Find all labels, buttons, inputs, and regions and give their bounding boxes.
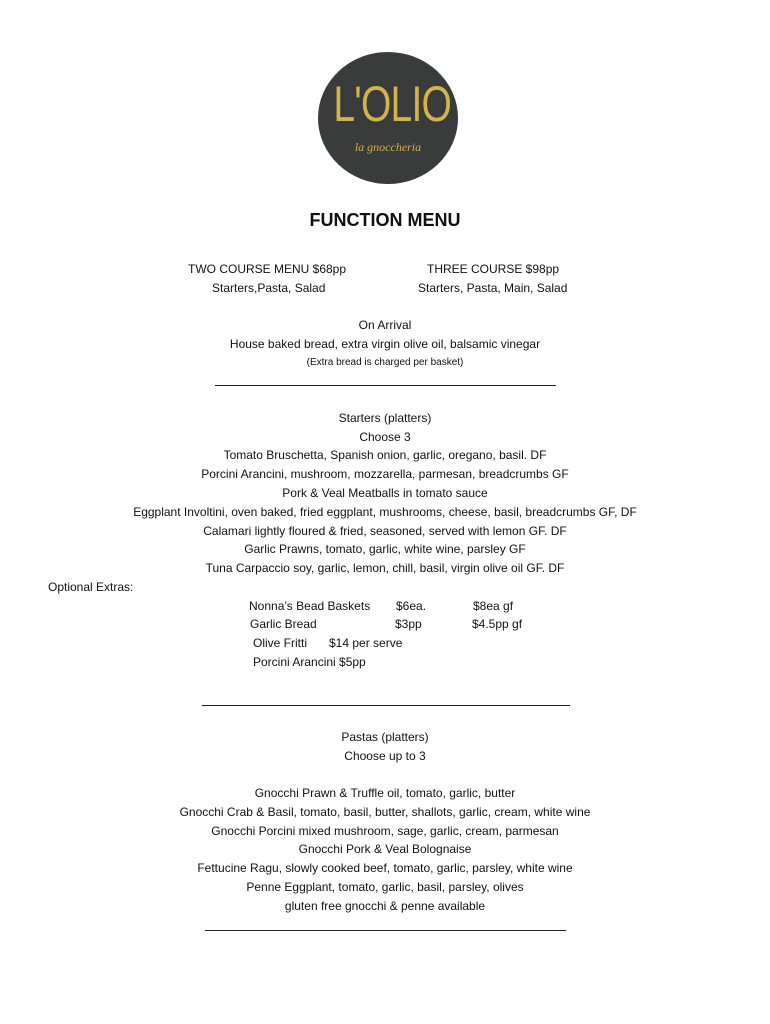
- page-title: FUNCTION MENU: [309, 210, 461, 230]
- section-divider: [215, 385, 556, 386]
- pasta-item: Gnocchi Crab & Basil, tomato, basil, butter, shallots, garlic, cream, white wine: [179, 805, 591, 819]
- extra-item-price: $14 per serve: [329, 636, 403, 650]
- pasta-item: Gnocchi Porcini mixed mushroom, sage, garlic, cream, parmesan: [211, 824, 559, 838]
- arrival-item: House baked bread, extra virgin olive oil, balsamic vinegar: [229, 337, 541, 351]
- logo-tagline: la gnoccheria: [354, 140, 422, 154]
- extra-item-price: $6ea.: [396, 599, 427, 613]
- two-course-package: TWO COURSE MENU $68pp: [188, 262, 347, 276]
- logo-wordmark: L'OLIO: [333, 76, 452, 132]
- extra-item-name: Garlic Bread: [250, 617, 317, 631]
- section-divider: [205, 930, 566, 931]
- arrival-note: (Extra bread is charged per basket): [306, 357, 464, 368]
- starters-choose: Choose 3: [359, 430, 411, 444]
- pasta-item: Fettucine Ragu, slowly cooked beef, tomato, garlic, parsley, white wine: [197, 861, 573, 875]
- pasta-item: Gnocchi Prawn & Truffle oil, tomato, garlic, butter: [254, 786, 516, 800]
- extra-item-price: $3pp: [395, 617, 422, 631]
- three-course-package: THREE COURSE $98pp: [427, 262, 560, 276]
- pasta-item: Gnocchi Pork & Veal Bolognaise: [298, 842, 472, 856]
- extra-item-arancini: Porcini Arancini $5pp: [253, 655, 366, 669]
- section-divider: [202, 705, 570, 706]
- pastas-heading: Pastas (platters): [341, 730, 429, 744]
- starter-item: Tuna Carpaccio soy, garlic, lemon, chill, basil, virgin olive oil GF. DF: [205, 561, 565, 575]
- starter-item: Pork & Veal Meatballs in tomato sauce: [282, 486, 488, 500]
- starter-item: Garlic Prawns, tomato, garlic, white wine, parsley GF: [244, 542, 526, 556]
- starter-item: Eggplant Involtini, oven baked, fried eggplant, mushrooms, cheese, basil, breadcrumbs GF, DF: [133, 505, 637, 519]
- pasta-item: Penne Eggplant, tomato, garlic, basil, parsley, olives: [246, 880, 524, 894]
- extra-item-gf-price: $4.5pp gf: [472, 617, 523, 631]
- extra-item-gf-price: $8ea gf: [473, 599, 514, 613]
- three-course-description: Starters, Pasta, Main, Salad: [418, 281, 568, 295]
- extra-item-name: Olive Fritti: [253, 636, 307, 650]
- extra-item-name: Nonna’s Bead Baskets: [249, 599, 371, 613]
- pastas-choose: Choose up to 3: [344, 749, 426, 763]
- restaurant-logo: [318, 52, 458, 184]
- starter-item: Tomato Bruschetta, Spanish onion, garlic, oregano, basil. DF: [223, 448, 547, 462]
- two-course-description: Starters,Pasta, Salad: [212, 281, 326, 295]
- starters-heading: Starters (platters): [338, 411, 432, 425]
- starter-item: Porcini Arancini, mushroom, mozzarella, parmesan, breadcrumbs GF: [201, 467, 569, 481]
- pasta-item: gluten free gnocchi & penne available: [284, 899, 486, 913]
- starter-item: Calamari lightly floured & fried, seasoned, served with lemon GF. DF: [203, 524, 567, 538]
- extras-heading: Optional Extras:: [48, 580, 134, 594]
- arrival-heading: On Arrival: [358, 318, 412, 332]
